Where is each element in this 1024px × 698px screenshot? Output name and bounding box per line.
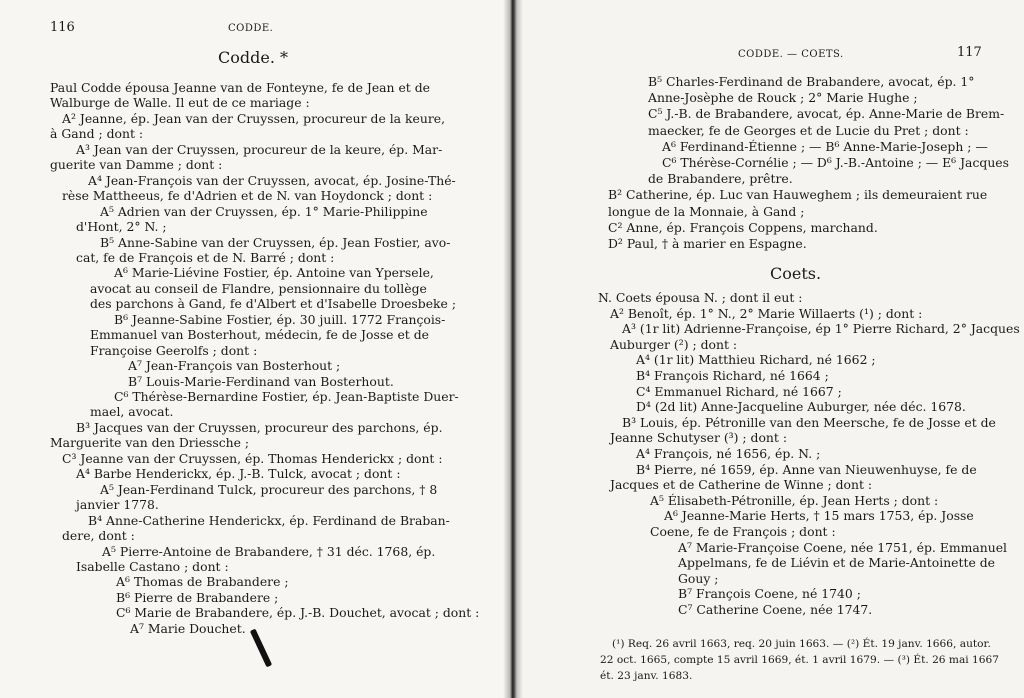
text-line: d'Hont, 2° N. ; — [76, 219, 167, 235]
text-line: C⁶ Marie de Brabandere, ép. J.-B. Douchet, avocat ; dont : — [116, 605, 480, 621]
text-line: A⁵ Adrien van der Cruyssen, ép. 1° Marie-Philippine — [100, 203, 428, 219]
text-line: B⁷ François Coene, né 1740 ; — [678, 586, 861, 602]
text-line: B⁶ Jeanne-Sabine Fostier, ép. 30 juill. 1772 François- — [114, 311, 446, 327]
text-line: A⁴ Barbe Henderickx, ép. J.-B. Tulck, avocat ; dont : — [76, 466, 401, 482]
text-line: Isabelle Castano ; dont : — [76, 558, 229, 574]
text-line: C² Anne, ép. François Coppens, marchand. — [608, 219, 878, 235]
text-line: B⁴ Anne-Catherine Henderickx, ép. Ferdinand de Braban- — [88, 512, 450, 528]
text-line: A³ Jean van der Cruyssen, procureur de la keure, ép. Mar- — [76, 141, 443, 157]
text-line: B³ Louis, ép. Pétronille van den Meersche, fe de Josse et de — [622, 414, 996, 430]
text-line: Paul Codde épousa Jeanne van de Fonteyne, fe de Jean et de — [50, 80, 430, 95]
text-line: mael, avocat. — [90, 404, 174, 420]
text-line: A⁴ (1r lit) Matthieu Richard, né 1662 ; — [636, 352, 876, 368]
text-line: A⁴ Jean-François van der Cruyssen, avocat, ép. Josine-Thé- — [88, 172, 456, 188]
text-line: Marguerite van den Driessche ; — [50, 435, 250, 451]
text-line: Auburger (²) ; dont : — [610, 336, 738, 352]
text-line: guerite van Damme ; dont : — [50, 157, 223, 173]
text-line: A² Benoît, ép. 1° N., 2° Marie Willaerts (¹) ; dont : — [610, 305, 923, 321]
text-line: A³ (1r lit) Adrienne-Françoise, ép 1° Pierre Richard, 2° Jacques — [622, 321, 1020, 337]
text-line: B⁶ Pierre de Brabandere ; — [116, 589, 279, 605]
text-line: Appelmans, fe de Liévin et de Marie-Antoinette de — [678, 555, 995, 571]
text-line: Emmanuel van Bosterhout, médecin, fe de Josse et de — [90, 327, 429, 343]
book-gutter — [503, 0, 523, 698]
footnote-line: (¹) Req. 26 avril 1663, req. 20 juin 1663. — (²) Ét. 19 janv. 1666, autor. — [612, 638, 991, 650]
text-line: Anne-Josèphe de Rouck ; 2° Marie Hughe ; — [648, 90, 918, 106]
text-line: dere, dont : — [62, 528, 135, 544]
text-line: B⁵ Anne-Sabine van der Cruyssen, ép. Jean Fostier, avo- — [100, 234, 451, 250]
text-line: A⁶ Thomas de Brabandere ; — [116, 574, 289, 590]
text-line: B³ Jacques van der Cruyssen, procureur des parchons, ép. — [76, 419, 443, 435]
text-line: B⁴ Pierre, né 1659, ép. Anne van Nieuwenhuyse, fe de — [636, 461, 977, 477]
text-line: D² Paul, † à marier en Espagne. — [608, 236, 807, 251]
left-running-header: CODDE. — [228, 23, 274, 34]
right-page — [512, 0, 1024, 698]
text-line: janvier 1778. — [76, 497, 159, 513]
right-page-number: 117 — [957, 45, 982, 60]
left-section-title: Codde. * — [218, 48, 288, 67]
text-line: à Gand ; dont : — [50, 126, 144, 142]
text-line: A² Jeanne, ép. Jean van der Cruyssen, procureur de la keure, — [62, 110, 446, 126]
text-line: Jacques et de Catherine de Winne ; dont : — [610, 477, 873, 493]
text-line: B⁵ Charles-Ferdinand de Brabandere, avocat, ép. 1° — [648, 74, 975, 89]
footnote-line: 22 oct. 1665, compte 15 avril 1669, ét. 1 avril 1679. — (³) Ét. 26 mai 1667 — [600, 654, 999, 666]
right-section-title: Coets. — [770, 264, 822, 283]
ink-mark — [250, 629, 272, 668]
text-line: D⁴ (2d lit) Anne-Jacqueline Auburger, née déc. 1678. — [636, 399, 966, 415]
text-line: B² Catherine, ép. Luc van Hauweghem ; ils demeuraient rue — [608, 187, 988, 203]
text-line: A⁶ Marie-Liévine Fostier, ép. Antoine van Ypersele, — [114, 265, 434, 281]
text-line: A⁶ Ferdinand-Étienne ; — B⁶ Anne-Marie-Joseph ; — — [662, 138, 988, 154]
text-line: rèse Mattheeus, fe d'Adrien et de N. van Hoydonck ; dont : — [62, 188, 433, 204]
text-line: longue de la Monnaie, à Gand ; — [608, 203, 805, 219]
text-line: cat, fe de François et de N. Barré ; dont : — [76, 249, 335, 265]
left-page-number: 116 — [50, 20, 75, 35]
text-line: avocat au conseil de Flandre, pensionnaire du tollège — [90, 280, 427, 296]
text-line: A⁷ Marie Douchet. — [130, 620, 246, 636]
text-line: Coene, fe de François ; dont : — [650, 524, 836, 539]
text-line: C⁴ Emmanuel Richard, né 1667 ; — [636, 383, 842, 399]
text-line: A⁴ François, né 1656, ép. N. ; — [636, 446, 821, 461]
text-line: de Brabandere, prêtre. — [648, 171, 793, 187]
text-line: A⁷ Jean-François van Bosterhout ; — [128, 358, 341, 374]
right-running-header: CODDE. — COETS. — [738, 49, 844, 60]
footnote-line: ét. 23 janv. 1683. — [600, 670, 693, 682]
text-line: Walburge de Walle. Il eut de ce mariage : — [50, 95, 310, 111]
text-line: A⁵ Élisabeth-Pétronille, ép. Jean Herts ; dont : — [650, 492, 939, 508]
text-line: C⁶ Thérèse-Cornélie ; — D⁶ J.-B.-Antoine ; — E⁶ Jacques — [662, 155, 1009, 170]
text-line: C³ Jeanne van der Cruyssen, ép. Thomas Henderickx ; dont : — [62, 450, 443, 466]
text-line: maecker, fe de Georges et de Lucie du Pret ; dont : — [648, 122, 969, 138]
text-line: A⁵ Jean-Ferdinand Tulck, procureur des parchons, † 8 — [100, 481, 438, 497]
text-line: N. Coets épousa N. ; dont il eut : — [598, 290, 803, 305]
text-line: A⁷ Marie-Françoise Coene, née 1751, ép. Emmanuel — [678, 539, 1007, 555]
text-line: Gouy ; — [678, 570, 719, 586]
text-line: C⁵ J.-B. de Brabandere, avocat, ép. Anne-Marie de Brem- — [648, 106, 1005, 122]
text-line: des parchons à Gand, fe d'Albert et d'Isabelle Droesbeke ; — [90, 296, 456, 312]
text-line: B⁷ Louis-Marie-Ferdinand van Bosterhout. — [128, 373, 394, 389]
text-line: Jeanne Schutyser (³) ; dont : — [610, 430, 787, 446]
text-line: C⁷ Catherine Coene, née 1747. — [678, 602, 873, 617]
text-line: A⁶ Jeanne-Marie Herts, † 15 mars 1753, ép. Josse — [664, 508, 974, 524]
text-line: Françoise Geerolfs ; dont : — [90, 342, 258, 358]
text-line: C⁶ Thérèse-Bernardine Fostier, ép. Jean-Baptiste Duer- — [114, 389, 459, 404]
text-line: B⁴ François Richard, né 1664 ; — [636, 368, 829, 383]
text-line: A⁵ Pierre-Antoine de Brabandere, † 31 déc. 1768, ép. — [102, 543, 436, 559]
